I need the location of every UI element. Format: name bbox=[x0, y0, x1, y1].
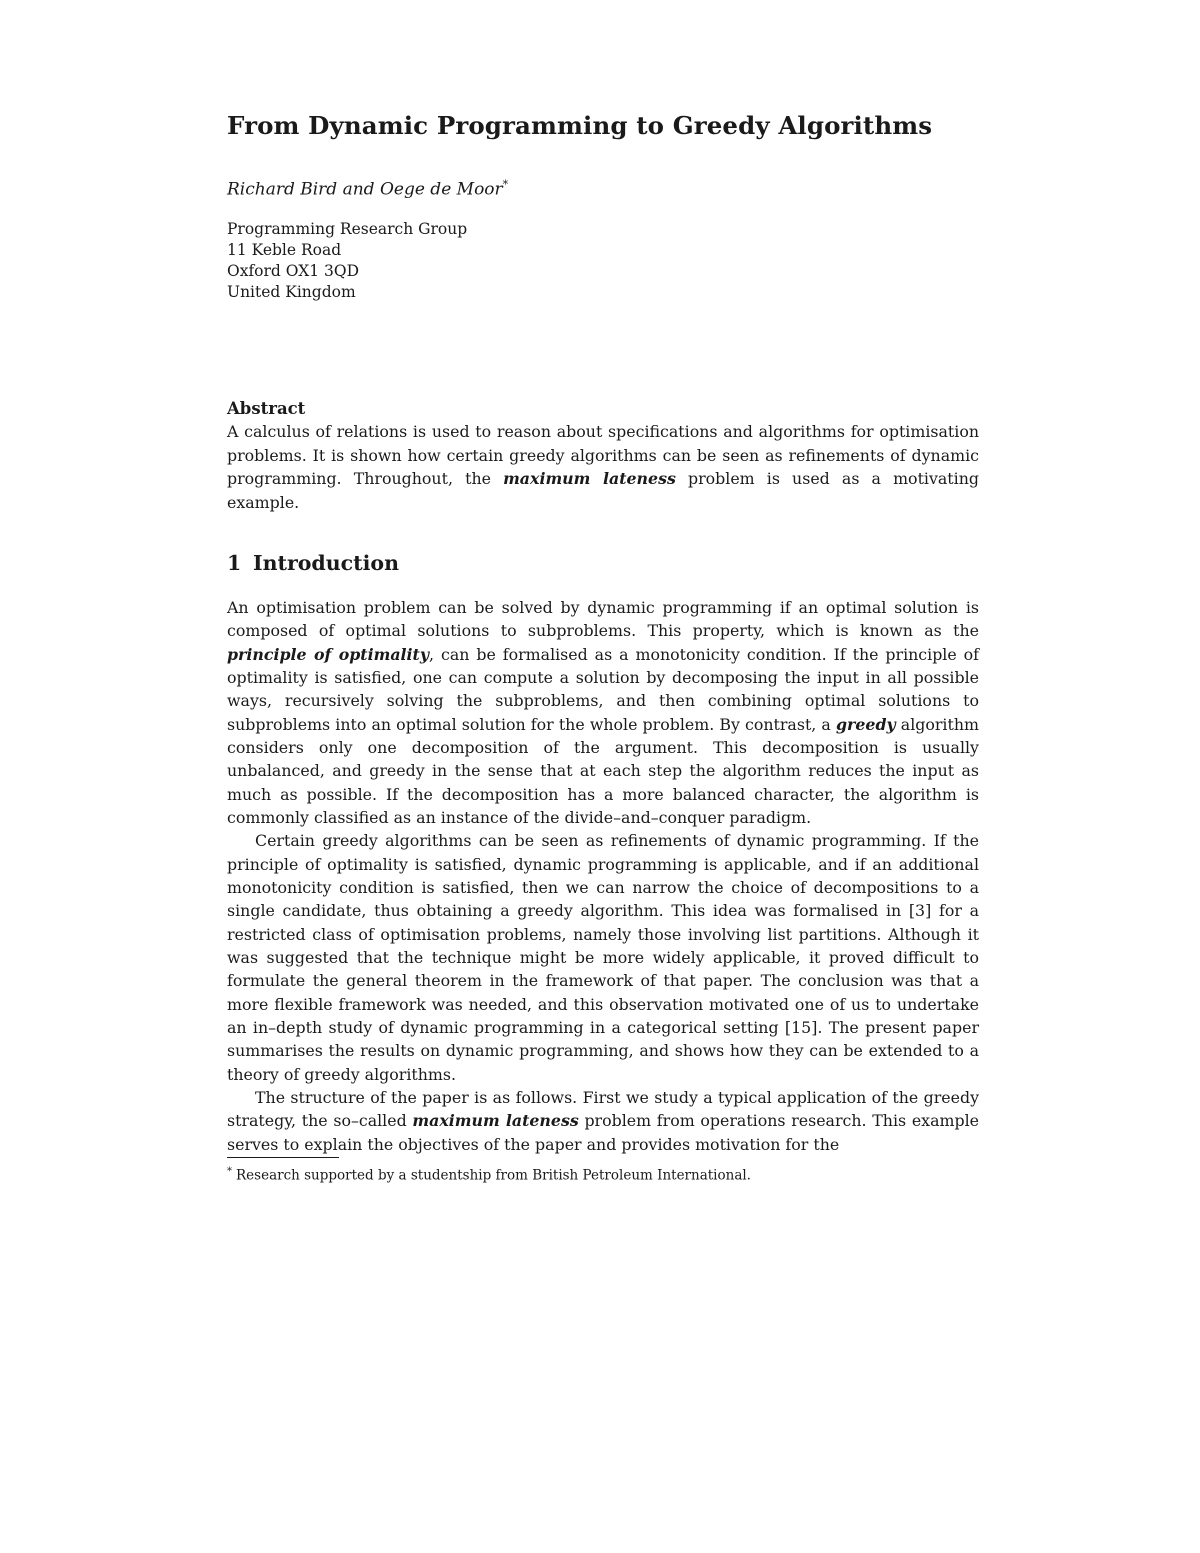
footnote bbox=[227, 1162, 979, 1186]
footnote-text: Research supported by a studentship from British Petroleum International. bbox=[236, 1167, 751, 1184]
emphasis-greedy: greedy bbox=[835, 714, 896, 734]
abstract-text-part: problem is used as a motivating example. bbox=[227, 469, 979, 512]
affiliation-line: United Kingdom bbox=[227, 283, 356, 302]
section-title: Introduction bbox=[253, 550, 399, 575]
emphasis-maximum-lateness: maximum lateness bbox=[503, 469, 676, 489]
affiliation-line: Oxford OX1 3QD bbox=[227, 262, 360, 281]
section-heading-introduction bbox=[227, 548, 979, 578]
emphasis-maximum-lateness: maximum lateness bbox=[412, 1111, 579, 1131]
affiliation-line: Programming Research Group bbox=[227, 219, 468, 238]
footnote-mark: * bbox=[227, 1166, 232, 1178]
affiliation-line: 11 Keble Road bbox=[227, 240, 342, 259]
authors-names: Richard Bird and Oege de Moor bbox=[227, 179, 503, 200]
paragraph-text: problem from operations research. This example serves to explain the objectives of the paper and provides motivation for the bbox=[227, 1111, 979, 1154]
paper-authors bbox=[227, 174, 979, 201]
author-footnote-mark: * bbox=[502, 178, 509, 191]
intro-paragraph-1 bbox=[227, 596, 979, 829]
abstract-heading: Abstract bbox=[227, 399, 306, 419]
paragraph-text: algorithm considers only one decomposition of the argument. This decomposition is usually unbalanced, and greedy in the sense that at each step the algorithm reduces the input as much as possible. If the decomposition has a more balanced character, the algorithm is commonly classified as an instance of the divide–and–conquer paradigm. bbox=[227, 714, 979, 827]
intro-paragraph-2: Certain greedy algorithms can be seen as refinements of dynamic programming. If the principle of optimality is satisfied, dynamic programming is applicable, and if an additional monotonicity condition is satisfied, then we can narrow the choice of decompositions to a single candidate, thus obtaining a greedy algorithm. This idea was formalised in [3] for a restricted class of optimisation problems, namely those involving list partitions. Although it was suggested that the technique might be more widely applicable, it proved difficult to formulate the general theorem in the framework of that paper. The conclusion was that a more flexible framework was needed, and this observation motivated one of us to undertake an in–depth study of dynamic programming in a categorical setting [15]. The present paper summarises the results on dynamic programming, and shows how they can be extended to a theory of greedy algorithms. bbox=[227, 831, 979, 1084]
paragraph-text: , can be formalised as a monotonicity condition. If the principle of optimality is satisfied, one can compute a solution by decomposing the input in all possible ways, recursively solving the subproblems, and then combining optimal solutions to subproblems into an optimal solution for the whole problem. By contrast, a bbox=[227, 644, 979, 734]
abstract-text bbox=[227, 420, 979, 513]
paragraph-text: An optimisation problem can be solved by dynamic programming if an optimal solution is composed of optimal solutions to subproblems. This property, which is known as the bbox=[227, 597, 979, 641]
intro-paragraph-3 bbox=[227, 1086, 979, 1156]
paper-title: From Dynamic Programming to Greedy Algorithms bbox=[227, 111, 933, 140]
affiliation-block bbox=[227, 219, 979, 304]
paragraph-text: The structure of the paper is as follows. First we study a typical application of the greedy strategy, the so–called bbox=[227, 1088, 979, 1131]
emphasis-principle-of-optimality: principle of optimality bbox=[227, 644, 430, 664]
paper-page bbox=[227, 108, 979, 1186]
section-number: 1 bbox=[227, 550, 242, 575]
abstract-text-part: A calculus of relations is used to reason about specifications and algorithms for optimisation problems. It is shown how certain greedy algorithms can be seen as refinements of dynamic programming. Throughout, the bbox=[227, 422, 979, 489]
footnote-rule bbox=[227, 1157, 339, 1158]
